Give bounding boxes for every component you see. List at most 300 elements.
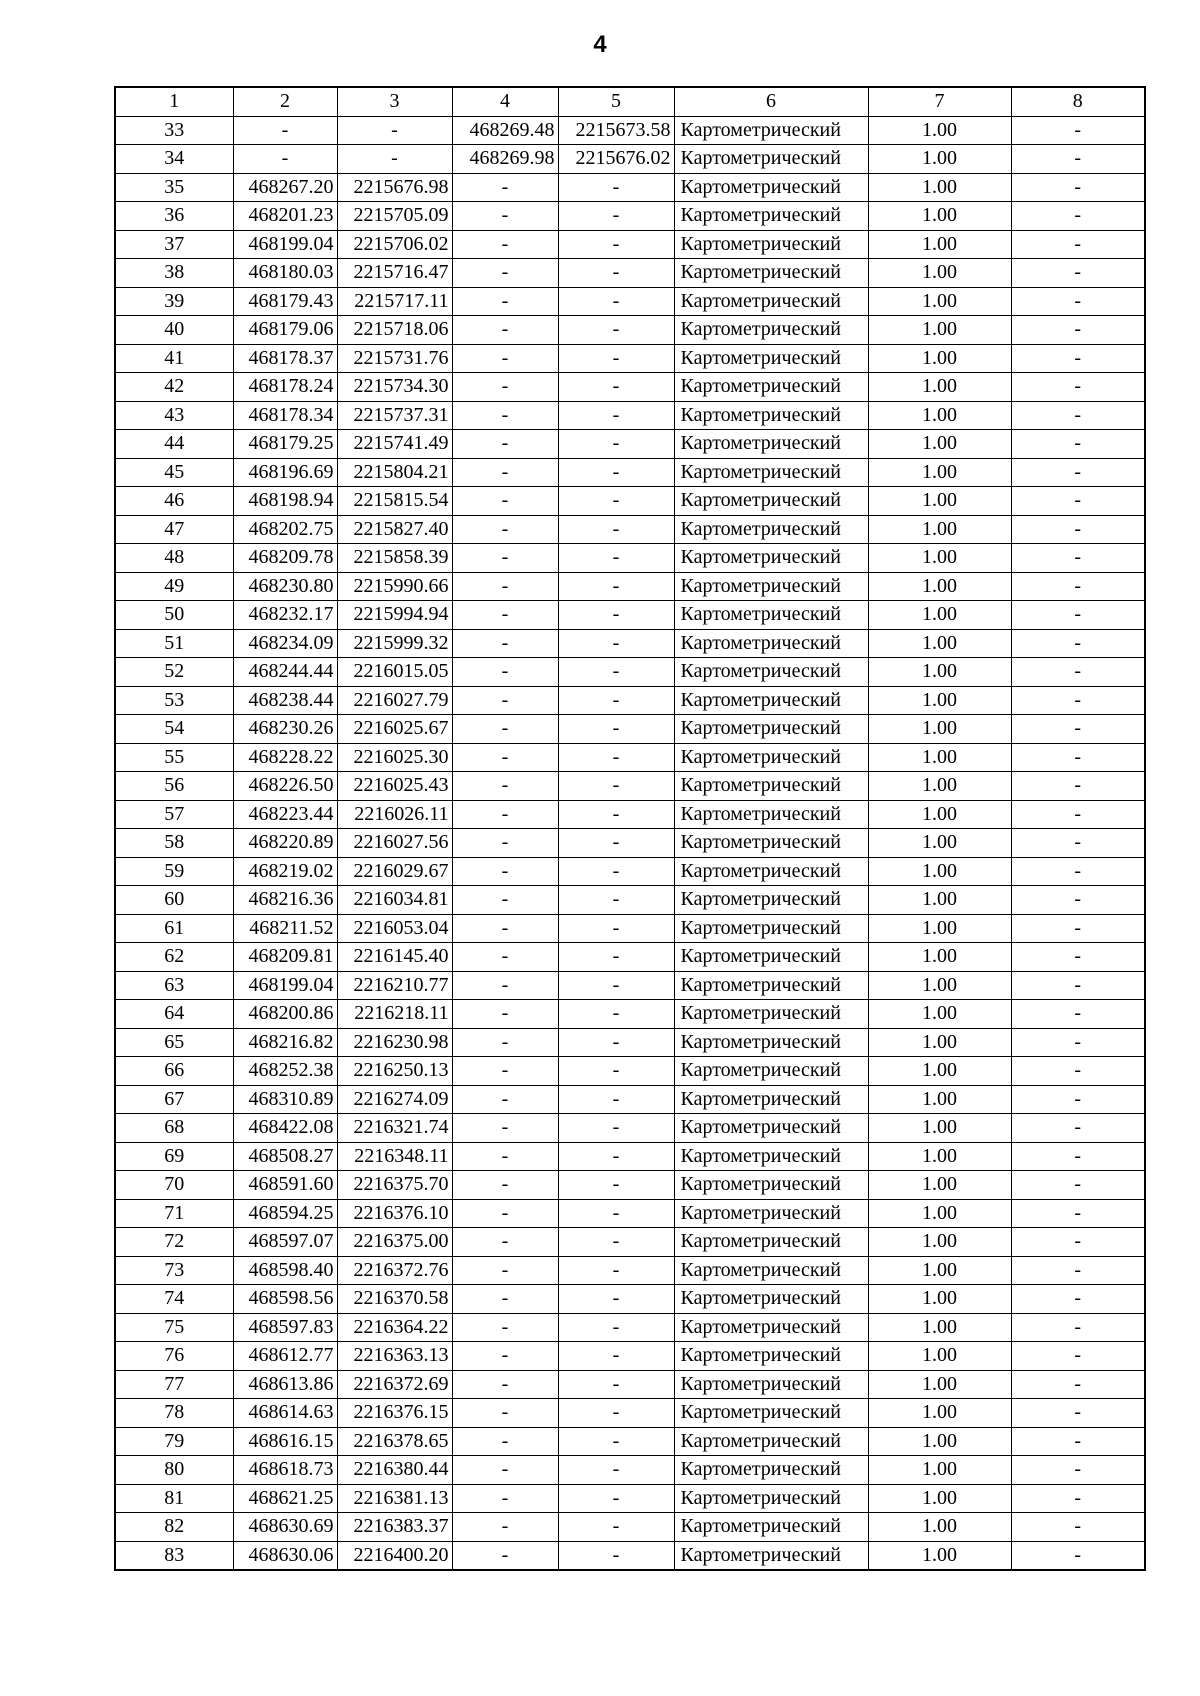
cell-y-coordinate-new: -	[558, 287, 674, 316]
cell-description: -	[1011, 202, 1145, 231]
cell-point-number: 79	[115, 1427, 233, 1456]
cell-y-coordinate: 2216363.13	[337, 1342, 452, 1371]
cell-method: Картометрический	[674, 1342, 868, 1371]
cell-accuracy: 1.00	[868, 886, 1011, 915]
cell-x-coordinate-new: -	[452, 1541, 558, 1570]
cell-method: Картометрический	[674, 943, 868, 972]
cell-x-coordinate-new: -	[452, 886, 558, 915]
cell-method: Картометрический	[674, 772, 868, 801]
cell-method: Картометрический	[674, 1313, 868, 1342]
cell-y-coordinate-new: -	[558, 1484, 674, 1513]
cell-point-number: 80	[115, 1456, 233, 1485]
cell-y-coordinate-new: -	[558, 658, 674, 687]
cell-y-coordinate: 2216027.79	[337, 686, 452, 715]
cell-x-coordinate-new: -	[452, 1513, 558, 1542]
cell-x-coordinate: 468232.17	[233, 601, 337, 630]
cell-description: -	[1011, 544, 1145, 573]
cell-y-coordinate: 2216034.81	[337, 886, 452, 915]
cell-point-number: 81	[115, 1484, 233, 1513]
cell-description: -	[1011, 1085, 1145, 1114]
cell-y-coordinate-new: -	[558, 686, 674, 715]
cell-method: Картометрический	[674, 1484, 868, 1513]
cell-description: -	[1011, 1057, 1145, 1086]
cell-x-coordinate: 468196.69	[233, 458, 337, 487]
cell-x-coordinate: 468234.09	[233, 629, 337, 658]
table-row	[115, 401, 1145, 430]
table-row	[115, 1342, 1145, 1371]
cell-x-coordinate: 468597.07	[233, 1228, 337, 1257]
table-row	[115, 1484, 1145, 1513]
table-header	[115, 87, 1145, 116]
cell-description: -	[1011, 1285, 1145, 1314]
table-row	[115, 1228, 1145, 1257]
cell-method: Картометрический	[674, 259, 868, 288]
cell-point-number: 65	[115, 1028, 233, 1057]
cell-point-number: 70	[115, 1171, 233, 1200]
cell-x-coordinate: 468598.40	[233, 1256, 337, 1285]
table-row	[115, 971, 1145, 1000]
coordinates-table	[114, 86, 1146, 1571]
cell-accuracy: 1.00	[868, 487, 1011, 516]
cell-x-coordinate: 468180.03	[233, 259, 337, 288]
cell-description: -	[1011, 772, 1145, 801]
cell-point-number: 68	[115, 1114, 233, 1143]
cell-accuracy: 1.00	[868, 173, 1011, 202]
cell-point-number: 72	[115, 1228, 233, 1257]
table-row	[115, 1057, 1145, 1086]
cell-accuracy: 1.00	[868, 1142, 1011, 1171]
cell-y-coordinate: 2216025.30	[337, 743, 452, 772]
column-header-7: 7	[868, 87, 1011, 116]
table-row	[115, 686, 1145, 715]
cell-x-coordinate: 468230.80	[233, 572, 337, 601]
cell-x-coordinate-new: -	[452, 344, 558, 373]
column-header-4: 4	[452, 87, 558, 116]
table-row	[115, 572, 1145, 601]
cell-point-number: 35	[115, 173, 233, 202]
cell-accuracy: 1.00	[868, 1484, 1011, 1513]
cell-x-coordinate: 468179.06	[233, 316, 337, 345]
cell-point-number: 67	[115, 1085, 233, 1114]
table-body	[115, 116, 1145, 1570]
cell-accuracy: 1.00	[868, 857, 1011, 886]
cell-y-coordinate: 2216053.04	[337, 914, 452, 943]
cell-x-coordinate-new: -	[452, 1057, 558, 1086]
table-row	[115, 316, 1145, 345]
cell-y-coordinate: 2216029.67	[337, 857, 452, 886]
cell-description: -	[1011, 1427, 1145, 1456]
cell-description: -	[1011, 373, 1145, 402]
cell-y-coordinate-new: -	[558, 1285, 674, 1314]
cell-description: -	[1011, 601, 1145, 630]
cell-point-number: 45	[115, 458, 233, 487]
cell-method: Картометрический	[674, 658, 868, 687]
cell-y-coordinate-new: -	[558, 1342, 674, 1371]
cell-accuracy: 1.00	[868, 971, 1011, 1000]
cell-description: -	[1011, 1028, 1145, 1057]
cell-x-coordinate-new: -	[452, 1256, 558, 1285]
cell-method: Картометрический	[674, 1028, 868, 1057]
cell-x-coordinate: 468198.94	[233, 487, 337, 516]
cell-method: Картометрический	[674, 1370, 868, 1399]
cell-point-number: 38	[115, 259, 233, 288]
table-row	[115, 601, 1145, 630]
table-row	[115, 1171, 1145, 1200]
cell-description: -	[1011, 1228, 1145, 1257]
cell-point-number: 75	[115, 1313, 233, 1342]
cell-description: -	[1011, 886, 1145, 915]
cell-accuracy: 1.00	[868, 373, 1011, 402]
cell-accuracy: 1.00	[868, 401, 1011, 430]
cell-description: -	[1011, 857, 1145, 886]
cell-method: Картометрический	[674, 1114, 868, 1143]
cell-point-number: 43	[115, 401, 233, 430]
cell-method: Картометрический	[674, 1285, 868, 1314]
table-row	[115, 1256, 1145, 1285]
table-row	[115, 1028, 1145, 1057]
cell-y-coordinate: -	[337, 145, 452, 174]
cell-y-coordinate: 2215706.02	[337, 230, 452, 259]
cell-x-coordinate-new: -	[452, 1484, 558, 1513]
cell-x-coordinate-new: -	[452, 1142, 558, 1171]
cell-description: -	[1011, 629, 1145, 658]
cell-method: Картометрический	[674, 686, 868, 715]
cell-point-number: 36	[115, 202, 233, 231]
cell-method: Картометрический	[674, 857, 868, 886]
cell-accuracy: 1.00	[868, 743, 1011, 772]
cell-x-coordinate-new: -	[452, 686, 558, 715]
cell-accuracy: 1.00	[868, 1228, 1011, 1257]
cell-point-number: 55	[115, 743, 233, 772]
cell-method: Картометрический	[674, 971, 868, 1000]
cell-x-coordinate: 468199.04	[233, 971, 337, 1000]
cell-accuracy: 1.00	[868, 1171, 1011, 1200]
cell-point-number: 47	[115, 515, 233, 544]
cell-y-coordinate-new: -	[558, 515, 674, 544]
cell-description: -	[1011, 116, 1145, 145]
cell-y-coordinate: 2216372.69	[337, 1370, 452, 1399]
cell-x-coordinate-new: -	[452, 943, 558, 972]
cell-point-number: 60	[115, 886, 233, 915]
cell-method: Картометрический	[674, 743, 868, 772]
cell-y-coordinate: 2215858.39	[337, 544, 452, 573]
column-header-6: 6	[674, 87, 868, 116]
cell-y-coordinate-new: -	[558, 202, 674, 231]
table-row	[115, 658, 1145, 687]
cell-accuracy: 1.00	[868, 1028, 1011, 1057]
cell-x-coordinate: 468630.06	[233, 1541, 337, 1570]
cell-x-coordinate-new: -	[452, 202, 558, 231]
cell-accuracy: 1.00	[868, 230, 1011, 259]
cell-y-coordinate: 2215741.49	[337, 430, 452, 459]
cell-description: -	[1011, 344, 1145, 373]
cell-method: Картометрический	[674, 572, 868, 601]
cell-y-coordinate: 2215731.76	[337, 344, 452, 373]
cell-accuracy: 1.00	[868, 344, 1011, 373]
cell-x-coordinate: 468211.52	[233, 914, 337, 943]
cell-accuracy: 1.00	[868, 1342, 1011, 1371]
cell-description: -	[1011, 1456, 1145, 1485]
cell-y-coordinate-new: -	[558, 857, 674, 886]
cell-y-coordinate-new: -	[558, 572, 674, 601]
cell-method: Картометрический	[674, 601, 868, 630]
cell-x-coordinate: 468252.38	[233, 1057, 337, 1086]
cell-point-number: 73	[115, 1256, 233, 1285]
cell-accuracy: 1.00	[868, 202, 1011, 231]
cell-y-coordinate: 2216230.98	[337, 1028, 452, 1057]
cell-description: -	[1011, 1000, 1145, 1029]
cell-x-coordinate-new: -	[452, 601, 558, 630]
cell-description: -	[1011, 715, 1145, 744]
cell-y-coordinate-new: -	[558, 800, 674, 829]
cell-y-coordinate: 2216321.74	[337, 1114, 452, 1143]
cell-method: Картометрический	[674, 287, 868, 316]
cell-description: -	[1011, 1114, 1145, 1143]
cell-accuracy: 1.00	[868, 829, 1011, 858]
cell-point-number: 51	[115, 629, 233, 658]
cell-x-coordinate: 468616.15	[233, 1427, 337, 1456]
cell-accuracy: 1.00	[868, 145, 1011, 174]
cell-method: Картометрический	[674, 1399, 868, 1428]
table-row	[115, 145, 1145, 174]
cell-description: -	[1011, 800, 1145, 829]
cell-y-coordinate-new: -	[558, 1171, 674, 1200]
cell-method: Картометрический	[674, 1085, 868, 1114]
cell-description: -	[1011, 829, 1145, 858]
cell-y-coordinate-new: -	[558, 971, 674, 1000]
cell-x-coordinate: -	[233, 145, 337, 174]
cell-x-coordinate-new: -	[452, 316, 558, 345]
cell-x-coordinate-new: -	[452, 1313, 558, 1342]
cell-x-coordinate-new: -	[452, 1085, 558, 1114]
cell-y-coordinate: 2216145.40	[337, 943, 452, 972]
table-row	[115, 715, 1145, 744]
column-header-2: 2	[233, 87, 337, 116]
cell-y-coordinate-new: -	[558, 886, 674, 915]
cell-y-coordinate: 2216376.15	[337, 1399, 452, 1428]
cell-method: Картометрический	[674, 1427, 868, 1456]
cell-accuracy: 1.00	[868, 544, 1011, 573]
cell-method: Картометрический	[674, 1513, 868, 1542]
cell-method: Картометрический	[674, 1199, 868, 1228]
cell-point-number: 62	[115, 943, 233, 972]
cell-y-coordinate: 2215999.32	[337, 629, 452, 658]
cell-method: Картометрический	[674, 829, 868, 858]
cell-y-coordinate-new: -	[558, 544, 674, 573]
cell-point-number: 66	[115, 1057, 233, 1086]
cell-x-coordinate-new: -	[452, 1370, 558, 1399]
cell-x-coordinate-new: -	[452, 1285, 558, 1314]
cell-x-coordinate-new: 468269.48	[452, 116, 558, 145]
cell-accuracy: 1.00	[868, 1456, 1011, 1485]
cell-x-coordinate: 468597.83	[233, 1313, 337, 1342]
cell-x-coordinate-new: -	[452, 430, 558, 459]
cell-description: -	[1011, 145, 1145, 174]
cell-x-coordinate: 468238.44	[233, 686, 337, 715]
cell-x-coordinate-new: 468269.98	[452, 145, 558, 174]
cell-description: -	[1011, 1484, 1145, 1513]
cell-y-coordinate-new: -	[558, 1028, 674, 1057]
cell-point-number: 34	[115, 145, 233, 174]
cell-point-number: 83	[115, 1541, 233, 1570]
cell-y-coordinate-new: -	[558, 173, 674, 202]
cell-y-coordinate: 2215717.11	[337, 287, 452, 316]
cell-x-coordinate: 468267.20	[233, 173, 337, 202]
cell-x-coordinate-new: -	[452, 259, 558, 288]
cell-y-coordinate-new: -	[558, 1057, 674, 1086]
cell-x-coordinate: 468422.08	[233, 1114, 337, 1143]
cell-x-coordinate: 468216.36	[233, 886, 337, 915]
cell-description: -	[1011, 1256, 1145, 1285]
cell-accuracy: 1.00	[868, 1256, 1011, 1285]
cell-x-coordinate-new: -	[452, 458, 558, 487]
cell-point-number: 53	[115, 686, 233, 715]
header-row	[115, 87, 1145, 116]
cell-accuracy: 1.00	[868, 1313, 1011, 1342]
table-row	[115, 230, 1145, 259]
cell-x-coordinate-new: -	[452, 1199, 558, 1228]
cell-y-coordinate: 2215718.06	[337, 316, 452, 345]
cell-x-coordinate: -	[233, 116, 337, 145]
table-row	[115, 544, 1145, 573]
cell-y-coordinate-new: 2215673.58	[558, 116, 674, 145]
column-header-3: 3	[337, 87, 452, 116]
cell-accuracy: 1.00	[868, 943, 1011, 972]
cell-point-number: 77	[115, 1370, 233, 1399]
cell-y-coordinate: 2216380.44	[337, 1456, 452, 1485]
cell-method: Картометрический	[674, 1142, 868, 1171]
table-row	[115, 1085, 1145, 1114]
cell-y-coordinate: 2216383.37	[337, 1513, 452, 1542]
table-row	[115, 173, 1145, 202]
cell-accuracy: 1.00	[868, 515, 1011, 544]
table-row	[115, 487, 1145, 516]
cell-y-coordinate: 2216274.09	[337, 1085, 452, 1114]
cell-method: Картометрический	[674, 373, 868, 402]
cell-x-coordinate-new: -	[452, 1171, 558, 1200]
table-row	[115, 829, 1145, 858]
cell-point-number: 71	[115, 1199, 233, 1228]
cell-y-coordinate: -	[337, 116, 452, 145]
cell-x-coordinate: 468612.77	[233, 1342, 337, 1371]
cell-x-coordinate: 468178.34	[233, 401, 337, 430]
cell-x-coordinate-new: -	[452, 373, 558, 402]
cell-x-coordinate: 468508.27	[233, 1142, 337, 1171]
cell-y-coordinate-new: -	[558, 1085, 674, 1114]
cell-accuracy: 1.00	[868, 572, 1011, 601]
cell-method: Картометрический	[674, 544, 868, 573]
cell-y-coordinate-new: -	[558, 629, 674, 658]
cell-method: Картометрический	[674, 230, 868, 259]
cell-method: Картометрический	[674, 173, 868, 202]
cell-point-number: 58	[115, 829, 233, 858]
table-row	[115, 1513, 1145, 1542]
cell-accuracy: 1.00	[868, 1085, 1011, 1114]
table-row	[115, 1142, 1145, 1171]
cell-method: Картометрический	[674, 316, 868, 345]
cell-accuracy: 1.00	[868, 1399, 1011, 1428]
cell-y-coordinate-new: -	[558, 259, 674, 288]
cell-method: Картометрический	[674, 886, 868, 915]
table-row	[115, 344, 1145, 373]
cell-point-number: 54	[115, 715, 233, 744]
table-row	[115, 1000, 1145, 1029]
cell-y-coordinate: 2216364.22	[337, 1313, 452, 1342]
cell-point-number: 41	[115, 344, 233, 373]
cell-y-coordinate-new: -	[558, 715, 674, 744]
cell-description: -	[1011, 943, 1145, 972]
cell-x-coordinate: 468199.04	[233, 230, 337, 259]
cell-y-coordinate-new: -	[558, 1313, 674, 1342]
cell-method: Картометрический	[674, 629, 868, 658]
cell-x-coordinate: 468614.63	[233, 1399, 337, 1428]
cell-method: Картометрический	[674, 344, 868, 373]
cell-y-coordinate: 2216372.76	[337, 1256, 452, 1285]
cell-y-coordinate: 2216250.13	[337, 1057, 452, 1086]
cell-x-coordinate: 468179.43	[233, 287, 337, 316]
cell-point-number: 64	[115, 1000, 233, 1029]
cell-x-coordinate-new: -	[452, 515, 558, 544]
cell-x-coordinate-new: -	[452, 173, 558, 202]
cell-y-coordinate: 2215815.54	[337, 487, 452, 516]
cell-x-coordinate: 468209.78	[233, 544, 337, 573]
cell-x-coordinate: 468230.26	[233, 715, 337, 744]
cell-point-number: 50	[115, 601, 233, 630]
cell-y-coordinate-new: -	[558, 430, 674, 459]
column-header-1: 1	[115, 87, 233, 116]
cell-y-coordinate-new: -	[558, 914, 674, 943]
cell-accuracy: 1.00	[868, 658, 1011, 687]
cell-point-number: 76	[115, 1342, 233, 1371]
cell-y-coordinate: 2215827.40	[337, 515, 452, 544]
cell-x-coordinate-new: -	[452, 772, 558, 801]
cell-description: -	[1011, 1541, 1145, 1570]
cell-accuracy: 1.00	[868, 1000, 1011, 1029]
cell-y-coordinate-new: -	[558, 1427, 674, 1456]
cell-accuracy: 1.00	[868, 1427, 1011, 1456]
cell-y-coordinate-new: -	[558, 1456, 674, 1485]
cell-y-coordinate: 2216025.67	[337, 715, 452, 744]
cell-y-coordinate-new: -	[558, 316, 674, 345]
table-row	[115, 458, 1145, 487]
cell-point-number: 42	[115, 373, 233, 402]
table-row	[115, 943, 1145, 972]
cell-accuracy: 1.00	[868, 686, 1011, 715]
cell-y-coordinate: 2216376.10	[337, 1199, 452, 1228]
cell-y-coordinate-new: -	[558, 401, 674, 430]
cell-point-number: 37	[115, 230, 233, 259]
cell-y-coordinate-new: -	[558, 743, 674, 772]
cell-description: -	[1011, 316, 1145, 345]
cell-y-coordinate: 2215705.09	[337, 202, 452, 231]
cell-x-coordinate: 468630.69	[233, 1513, 337, 1542]
cell-method: Картометрический	[674, 1171, 868, 1200]
cell-method: Картометрический	[674, 487, 868, 516]
cell-y-coordinate-new: -	[558, 344, 674, 373]
cell-description: -	[1011, 914, 1145, 943]
cell-description: -	[1011, 287, 1145, 316]
cell-y-coordinate-new: -	[558, 1513, 674, 1542]
cell-x-coordinate: 468618.73	[233, 1456, 337, 1485]
cell-y-coordinate: 2216348.11	[337, 1142, 452, 1171]
cell-point-number: 40	[115, 316, 233, 345]
cell-description: -	[1011, 971, 1145, 1000]
cell-x-coordinate-new: -	[452, 1228, 558, 1257]
cell-y-coordinate: 2215737.31	[337, 401, 452, 430]
cell-y-coordinate: 2216015.05	[337, 658, 452, 687]
cell-x-coordinate-new: -	[452, 544, 558, 573]
cell-x-coordinate-new: -	[452, 1427, 558, 1456]
